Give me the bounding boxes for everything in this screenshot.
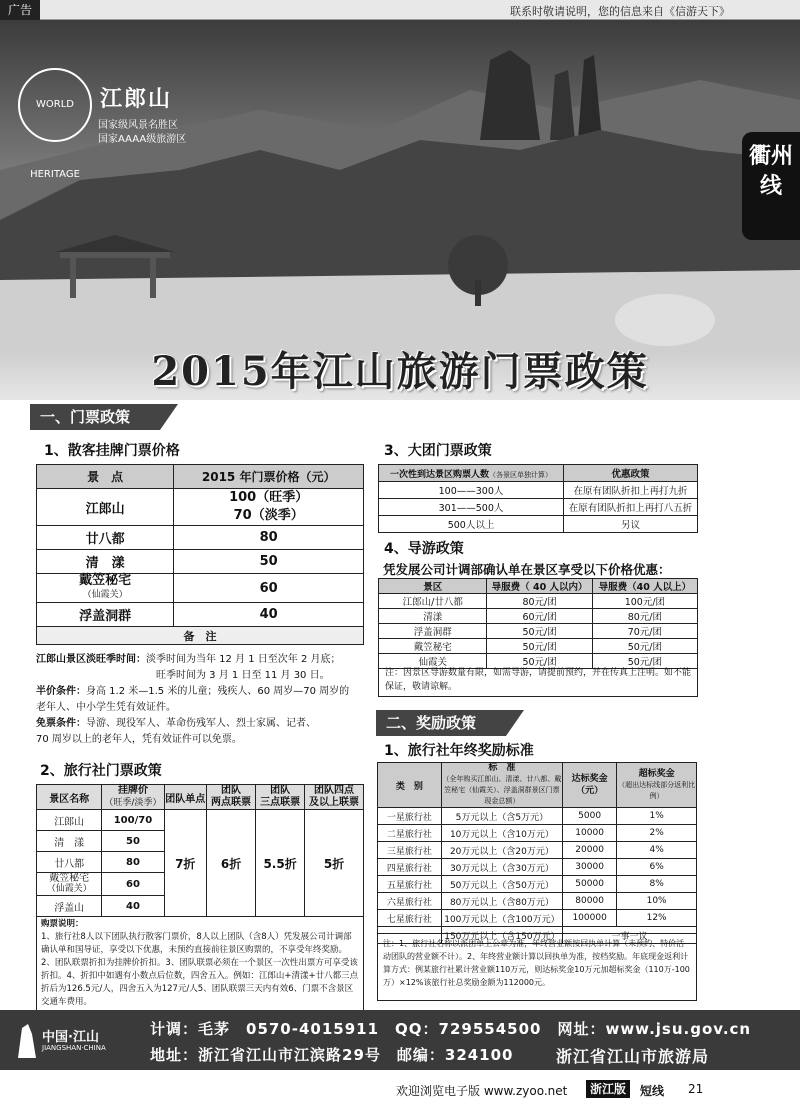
col-header-three-sub: 三点联票	[260, 797, 301, 808]
section-name: 短线	[640, 1084, 665, 1098]
reward-extra: 12%	[617, 910, 697, 927]
guide-scenic: 江郎山/廿八都	[379, 594, 487, 609]
footer-bureau: 浙江省江山市旅游局	[556, 1047, 710, 1066]
agency-level: 一星旅行社	[378, 808, 442, 825]
reward-standard: 30万元以上（含30万元）	[441, 859, 562, 876]
subheading-agency-policy: 2、旅行社门票政策	[40, 763, 162, 779]
reward-standard: 150万元以上（含150万元）	[441, 927, 562, 944]
fee-over-40: 100元/团	[592, 594, 697, 609]
reward-extra: 8%	[617, 876, 697, 893]
col-header-list-price-sub: （旺季/淡季）	[104, 798, 162, 808]
list-price: 100/70	[102, 810, 164, 831]
top-bar	[0, 0, 800, 20]
purchase-notes-text: 1、旅行社8人以下团队执行散客门票价，8人以上团队（含8人）凭发展公司计调部确认单和国导证，享受以下优惠，未预约直接前往景区购票的，不享受年终奖励。2、团队联票折扣为挂牌价折扣。3、团队联票必须在一个景区一次性出票方可享受该折扣。4、折扣中如遇有小数点后位数，四舍五入。例如：江郎山+清漾+廿八都三点折后为126.5元/人，四舍五入为127元/人5、团队联票三天内有效6、门票不含景区交通车费用。	[41, 932, 359, 1007]
col-header-standard-sub: （全年购买江郎山、清漾、廿八都、戴笠秘宅（仙霞关）、浮盖洞群景区门票现金总额）	[442, 775, 562, 805]
col-header-fee-over-40: 导服费（40 人以上）	[592, 579, 697, 594]
price-value: 100（旺季）	[229, 490, 309, 505]
ad-label: 广告	[0, 0, 40, 20]
note-label: 免票条件：	[36, 718, 86, 729]
table-row	[378, 876, 697, 893]
col-header-fee-under-40: 导服费（ 40 人以内）	[487, 579, 592, 594]
price-value: 80	[174, 526, 364, 550]
reward-standard: 80万元以上（含80万元）	[441, 893, 562, 910]
notes-header: 备 注	[37, 627, 364, 645]
list-price: 40	[102, 896, 164, 917]
footer-logo-sub: JIANGSHAN·CHINA	[42, 1044, 106, 1052]
reward-standard: 50万元以上（含50万元）	[441, 876, 562, 893]
col-header-two: 团队	[221, 785, 242, 796]
bottom-bar	[0, 1080, 800, 1100]
agency-level: 七星旅行社	[378, 910, 442, 927]
col-header-price: 2015 年门票价格（元）	[174, 465, 364, 489]
logo-name: 江郎山	[100, 87, 173, 112]
fee-over-40: 80元/团	[592, 609, 697, 624]
footer-address: 地址：浙江省江山市江滨路29号 邮编：324100	[150, 1046, 514, 1064]
purchase-notes-title: 购票说明：	[41, 919, 84, 929]
jiangshan-logo	[16, 1020, 126, 1062]
group-range: 500人以上	[379, 516, 564, 533]
fee-over-40: 70元/团	[592, 624, 697, 639]
agency-level: 二星旅行社	[378, 825, 442, 842]
page-number: 21	[688, 1082, 704, 1096]
subheading-guide-policy: 4、导游政策	[384, 541, 464, 557]
table-row	[37, 810, 364, 831]
price-value: 60	[174, 574, 364, 603]
list-price: 80	[102, 852, 164, 873]
note-label: 江郎山景区淡旺季时间：	[36, 654, 146, 665]
spot-name: 清 漾	[37, 550, 174, 574]
note-text: 身高 1.2 米—1.5 米的儿童；残疾人、60 周岁—70 周岁的	[86, 686, 350, 697]
col-header-extra: 超标奖金	[638, 768, 675, 779]
reward-standard: 10万元以上（含10万元）	[441, 825, 562, 842]
subheading-annual-reward: 1、旅行社年终奖励标准	[384, 743, 534, 759]
col-header-list-price: 挂牌价	[117, 785, 148, 796]
guide-scenic: 清漾	[379, 609, 487, 624]
header-note: 联系时敬请说明，您的信息来自《信游天下》	[510, 5, 730, 18]
col-header-four-sub: 及以上联票	[309, 797, 360, 808]
price-value: 50	[174, 550, 364, 574]
guide-notes: 注：因景区导游数量有限，如需导游，请提前预约，并在传真上注明。如不能保证，敬请谅解。	[378, 664, 698, 697]
col-header-type: 类 别	[378, 763, 442, 808]
table-row	[378, 893, 697, 910]
reward-extra: 10%	[617, 893, 697, 910]
page-title: 2015年江山旅游门票政策	[151, 348, 649, 395]
footer-contact: 计调：毛茅 0570-4015911 QQ：729554500 网址：www.jsu.gov.cn	[150, 1020, 752, 1038]
agency-ticket-table	[36, 784, 364, 917]
col-header-scenic: 景区	[379, 579, 487, 594]
guide-intro: 凭发展公司计调部确认单在景区享受以下价格优惠：	[383, 562, 671, 577]
agency-level: 三星旅行社	[378, 842, 442, 859]
table-row	[379, 639, 698, 654]
table-row	[378, 859, 697, 876]
scenic-name: 江郎山	[37, 810, 102, 831]
table-row	[37, 550, 364, 574]
footer-logo-text: 中国·江山	[42, 1030, 99, 1045]
large-group-table	[378, 464, 698, 533]
table-row	[37, 574, 364, 603]
price-value: 40	[174, 603, 364, 627]
group-policy: 另议	[564, 516, 698, 533]
table-row	[37, 526, 364, 550]
col-header-group-size: 一次性到达景区购票人数	[390, 469, 490, 480]
reward-extra: 6%	[617, 859, 697, 876]
agency-level: 四星旅行社	[378, 859, 442, 876]
col-header-bonus-sub: （元）	[576, 786, 604, 796]
fee-under-40: 50元/团	[487, 639, 592, 654]
ticket-notes	[36, 652, 364, 748]
footer	[0, 1010, 800, 1070]
col-header-four: 团队四点	[314, 785, 355, 796]
reward-bonus: 100000	[563, 910, 617, 927]
col-header-three: 团队	[270, 785, 291, 796]
list-price: 60	[102, 873, 164, 896]
mountain-logo-icon	[16, 1024, 38, 1058]
price-value: 70（淡季）	[233, 508, 304, 523]
spot-name-sub: （仙霞关）	[82, 590, 128, 600]
table-row	[378, 842, 697, 859]
heritage-emblem-icon: WORLD HERITAGE	[18, 68, 92, 142]
discount-two: 6折	[207, 810, 256, 917]
reward-negotiable: 一事一议	[563, 927, 697, 944]
spot-name: 江郎山	[37, 489, 174, 526]
guide-scenic: 仙霞关	[379, 654, 487, 669]
table-row	[379, 499, 698, 516]
note-text: 旺季时间为 3 月 1 日至 11 月 30 日。	[156, 670, 330, 681]
table-row	[37, 603, 364, 627]
note-text: 老年人、中小学生凭有效证件。	[36, 702, 176, 713]
region-tab: 衢州线	[742, 132, 800, 240]
col-header-group-size-sub: （各景区单独计算）	[489, 470, 553, 479]
welcome-link[interactable]: 欢迎浏览电子版 www.zyoo.net	[396, 1084, 568, 1098]
table-row	[378, 825, 697, 842]
note-text: 导游、现役军人、革命伤残军人、烈士家属、记者、	[86, 718, 316, 729]
guide-scenic: 浮盖洞群	[379, 624, 487, 639]
guide-scenic: 戴笠秘宅	[379, 639, 487, 654]
spot-name: 廿八都	[37, 526, 174, 550]
agency-level: 五星旅行社	[378, 876, 442, 893]
col-header-spot: 景 点	[37, 465, 174, 489]
logo-subtitle-2: 国家AAAA级旅游区	[98, 134, 187, 145]
col-header-extra-sub: （超出达标线部分返利比例）	[618, 780, 696, 800]
table-row	[379, 609, 698, 624]
discount-three: 5.5折	[256, 810, 305, 917]
note-text: 70 周岁以上的老年人，凭有效证件可以免票。	[36, 734, 242, 745]
reward-bonus: 10000	[563, 825, 617, 842]
reward-table	[377, 762, 697, 944]
note-text: 淡季时间为当年 12 月 1 日至次年 2 月底；	[146, 654, 341, 665]
list-price: 50	[102, 831, 164, 852]
col-header-bonus: 达标奖金	[571, 774, 608, 784]
purchase-notes	[36, 916, 364, 1014]
table-row	[378, 808, 697, 825]
table-row	[379, 594, 698, 609]
scenic-name: 清 漾	[37, 831, 102, 852]
fee-under-40: 50元/团	[487, 624, 592, 639]
reward-extra: 4%	[617, 842, 697, 859]
edition-badge: 浙江版	[586, 1080, 630, 1098]
discount-single: 7折	[164, 810, 207, 917]
table-row	[379, 482, 698, 499]
group-range: 301——500人	[379, 499, 564, 516]
section-reward-policy: 二、奖励政策	[376, 710, 506, 736]
table-row	[379, 624, 698, 639]
reward-extra: 1%	[617, 808, 697, 825]
subheading-large-group: 3、大团门票政策	[384, 443, 492, 459]
fee-under-40: 80元/团	[487, 594, 592, 609]
reward-bonus: 80000	[563, 893, 617, 910]
guide-fee-table	[378, 578, 698, 669]
fee-over-40: 50元/团	[592, 639, 697, 654]
reward-extra: 2%	[617, 825, 697, 842]
col-header-policy: 优惠政策	[564, 465, 698, 482]
ticket-price-table	[36, 464, 364, 645]
spot-name: 浮盖洞群	[37, 603, 174, 627]
discount-four: 5折	[305, 810, 364, 917]
col-header-two-sub: 两点联票	[211, 797, 252, 808]
reward-notes: 注：1、旅行社名称以派团单上公章为准，年终营业额按回执单计算（未预约、特价活动团队的营业额不计）。2、年终营业额计算以回执单为准，按档奖励。年底现金返利计算方式：例某旅行社累计营业额110万元，则达标奖金10万元加超标奖金（110万-100万）×12%该旅行社总奖励金额为112000元。	[377, 933, 697, 1001]
scenic-name: 戴笠秘宅	[49, 873, 90, 884]
reward-standard: 5万元以上（含5万元）	[441, 808, 562, 825]
reward-bonus: 20000	[563, 842, 617, 859]
reward-bonus: 30000	[563, 859, 617, 876]
col-header-single: 团队单点	[164, 785, 207, 810]
logo-subtitle-1: 国家级风景名胜区	[98, 120, 178, 131]
note-label: 半价条件：	[36, 686, 86, 697]
fee-under-40: 60元/团	[487, 609, 592, 624]
table-row	[378, 910, 697, 927]
agency-level: 六星旅行社	[378, 893, 442, 910]
group-policy: 在原有团队折扣上再打八五折	[564, 499, 698, 516]
spot-name: 戴笠秘宅	[79, 573, 132, 588]
fee-over-40: 50元/团	[592, 654, 697, 669]
fee-under-40: 50元/团	[487, 654, 592, 669]
reward-bonus: 50000	[563, 876, 617, 893]
reward-standard: 100万元以上（含100万元）	[441, 910, 562, 927]
group-policy: 在原有团队折扣上再打九折	[564, 482, 698, 499]
col-header-standard: 标 准	[488, 763, 516, 773]
group-range: 100——300人	[379, 482, 564, 499]
scenic-name-sub: （仙霞关）	[46, 884, 92, 894]
table-row	[37, 489, 364, 526]
section-ticket-policy: 一、门票政策	[30, 404, 160, 430]
reward-bonus: 5000	[563, 808, 617, 825]
reward-standard: 20万元以上（含20万元）	[441, 842, 562, 859]
scenic-name: 浮盖山	[37, 896, 102, 917]
subheading-individual-price: 1、散客挂牌门票价格	[44, 443, 180, 459]
col-header-scenic: 景区名称	[37, 785, 102, 810]
table-row	[379, 516, 698, 533]
scenic-name: 廿八都	[37, 852, 102, 873]
